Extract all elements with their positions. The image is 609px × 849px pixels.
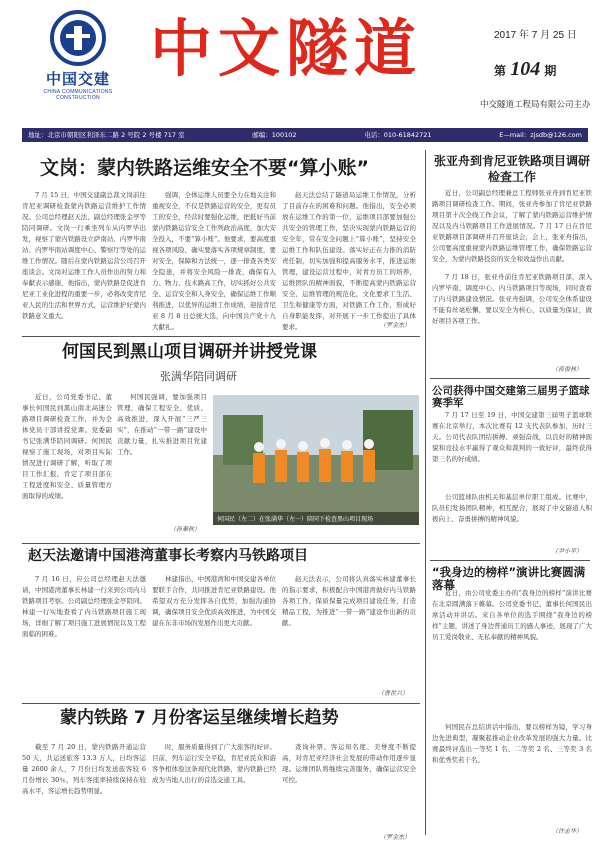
article-column: 何国民强调，要加强项目管理，确保工程安全、优质、高效推进，深入开展“三严三实”，在推动“一带一路”建设中贡献力量，扎实推进项目党建工作。: [117, 393, 207, 456]
newspaper-title: 中文隧道: [150, 12, 423, 85]
article-column: 7 月 16 日，应公司总经理赵天法邀请，中国港湾董事长林建一行来到公司内马铁路项目考察。公司副总经理张金亭陪同。林建一行实地查看了内马铁路项目施工现场，详细了解了项目施工进展情况以及工程面临的困难。: [22, 575, 146, 638]
article-author: （曹世兴）: [378, 690, 409, 697]
publisher: 中交隧道工程局有限公司主办: [480, 100, 591, 110]
headline-zhao-tianfa: 赵天法邀请中国港湾董事长考察内马铁路项目: [28, 548, 308, 564]
photo-caption: 何国民（左二）在张满华（左一）陪同下检查黑山项目现场: [213, 512, 419, 525]
article-column: 7 月 17 日至 19 日，中国交建第三届男子篮球联赛在北京举行，本次比赛有 12 支代表队参加，历时三天。公司代表队团结拼搏、顽强奋战，以良好的精神面貌和竞技水平赢得了观众和裁判的一致好评，最终获得第三名的好成绩。: [432, 411, 592, 463]
article-column: 赵天法总结了隧道局运维工作情况，分析了目前存在的困难和问题。他指出，安全必须放在运维工作的第一位，运维项目部要加强公共安全的管理工作，坚决实现蒙内铁路运营的安全年，常在安全问题上“算小账”，坚持安全运维工作和队伍建设。落实好正在力推的消防责任制，切实加强和提高服务水平，推进运维管理，建设运营过程中，对青方员工的培养，运维团队的精神面貌，不断提高蒙内铁路运营安全、运维管理的规范化，文化要求工生活、卫生和健康等方面，对铁路工作工作，形成好自身职能发挥，对开展下一步工作提出了具体要求。: [282, 191, 416, 331]
info-bar: [22, 128, 588, 142]
article-author: （孙秦秋）: [170, 526, 201, 533]
article-column: 公司篮球队由机关和基层单位职工组成。比赛中，队员们发扬团队精神，相互配合，展现了中交隧道人积极向上、奋勇拼搏的精神风貌。: [432, 493, 592, 523]
article-column: 7 月 15 日，中国交建副总裁文岗前往肯尼亚调研检查蒙内铁路运营维护工作情况。公司总经理赵天法、副总经理张金亭等陪同调研。文岗一行乘坐列车从内罗毕出发，视察了蒙内铁路设立萨南站、内罗毕南站、内罗毕南站调度中心、警察厅等处的运维工作情况。随后在蒙内铁路运营公司召开座谈会。文岗对运维工作人员作出的努力和奉献表示感谢，他指出，蒙内铁路是促进肯尼亚工业化进程的重要一步，必将改变肯尼亚人民的生活和世界方式，运营维护好蒙内铁路意义重大。: [22, 191, 146, 320]
address: 地址：北京市朝阳区利泽东二路 2 号院 2 号楼 717 室: [28, 131, 185, 139]
company-logo: [28, 10, 128, 101]
divider: [22, 336, 420, 337]
issue-date: 2017 年 7 月 25 日: [494, 30, 577, 41]
article-author: （罗金杰）: [380, 322, 411, 329]
article-column: 何国民在总结讲话中指出，要以榜样为镜，学习身边先进典型，凝聚起推动企业改革发展的强大力量。比赛最终评选出一等奖 1 名、二等奖 2 名、三等奖 3 名和优秀奖若干名。: [432, 723, 592, 764]
article-column: 时，服务质量得到了广大旅客的好评。目前，列车运行安全平稳，肯尼亚民众和游客争相体验这条现代化铁路，蒙内铁路已经成为当地人出行的首选交通工具。: [152, 743, 276, 784]
article-author: （蒋俊林）: [552, 366, 583, 373]
site-visit-photo-icon: [213, 395, 419, 525]
article-column: 林建指出，中国港湾和中国交建各单位要联手合作，共同推进肯尼亚铁路建设。他希望双方充分发挥各自优势，加强沟通协调，确保项目安全优质高效推进，为中国交建在东非市场的发展作出更大贡献。: [152, 575, 276, 627]
news-photo: [213, 395, 419, 525]
article-author: （罗金杰）: [380, 834, 411, 841]
article-column: 近日，公司副总经理兼总工程师张亚舟到肯尼亚铁路项目调研检查工作。期间，张亚舟参加了肯尼亚铁路项目第十次全线工作会议，了解了蒙内铁路运营维护情况以及内马铁路项目工作进展情况。7 月 17 日在肯尼亚铁路项目部调研并召开座谈会，会上，张亚舟指出，公司要高度重视蒙内铁路运维管理工作，确保铁路运营安全，为蒙内铁路投资的安全和效益作出贡献。: [432, 189, 592, 263]
headline-mombasa-railway: 蒙内铁路 7 月份客运呈继续增长趋势: [60, 708, 339, 728]
postcode: 邮编：100102: [252, 131, 297, 139]
article-author: （尹小平）: [552, 548, 583, 555]
headline-wen-gang: 文岗：蒙内铁路运维安全不要“算小账”: [40, 157, 369, 179]
divider: [430, 560, 590, 561]
masthead: [0, 0, 609, 128]
logo-english: CHINA COMMUNICATIONS CONSTRUCTION: [43, 89, 113, 101]
headline-he-guomin: 何国民到黑山项目调研并讲授党课: [62, 342, 317, 362]
divider: [430, 378, 590, 379]
article-column: 近日，公司党委书记、董事长何国民到黑山南北高速公路项目调研检查工作，并为全体党员干部讲授党课。党委副书记张满华陪同调研。何国民视察了施工现场，对项目实际情况进行调研了解，听取了项目工作汇报，肯定了项目部在工程进度和安全、质量管理方面取得的成绩。: [22, 393, 112, 500]
column-divider: [425, 150, 426, 835]
issue-number: 第 104 期: [494, 58, 557, 80]
headline-zhang-yazhou: 张亚舟到肯尼亚铁路项目调研检查工作: [433, 154, 590, 185]
article-column: 强调，全体运维人员要全力在地关注和重视安全，不仅是铁路运营的安全，更有员工的安全，经营时要强化运维，把抵好当前蒙内铁路运营安全工作列政治高度，加大安全投入，不要“算小账”。他要求，要高度重视各项风险，确实要落实各项规章制度，要对安全，保障和方法统一，逐一排查各类安全隐患，并将安全风险一排查，确保有人力、物力、技术路高工作，切实抓好公共安全、运营安全和人身安全，确保运维工作顺利推进，以优异的运维工作成绩，迎接肯尼亚 8 月 8 日总统大选，向中国共产党十九大献礼。: [152, 191, 276, 331]
article-column: 查询补票、客运知名度、美誉度不断提高，对肯尼亚经济社会发展的带动作用逐步显现。运维团队将继续完善服务，确保运营安全可控。: [282, 743, 416, 784]
divider: [22, 543, 420, 544]
article-column: 赵天法表示，公司将认真落实林建董事长的指示要求，积极配合中国港湾做好内马铁路各项工作，保质保量完成项目建设任务，打造精品工程，为推进“一带一路”建设作出新的贡献。: [282, 575, 416, 627]
divider: [22, 703, 420, 704]
email: E—mail：zjsdb@126.com: [499, 131, 582, 139]
article-column: 近日，由公司党委主办的“我身边的榜样”演讲比赛在北京圆满落下帷幕。公司党委书记、董事长何国民出席活动并讲话。来自各单位的选手围绕“我身边的榜样”主题，讲述了身边普通员工的感人事迹，展现了广大员工爱岗敬业、无私奉献的精神风貌。: [432, 589, 592, 641]
headline-speech-contest: “我身边的榜样”演讲比赛圆满落幕: [432, 565, 586, 592]
cccc-emblem-icon: [50, 10, 106, 66]
logo-text: 中国交建: [45, 70, 110, 88]
article-author: （许志华）: [552, 828, 583, 835]
article-column: 截至 7 月 20 日，蒙内铁路开通运营 50 天，共运送旅客 13.3 万人，日均客运量 2600 余人，7 月份日均发送旅客较 6 月份增长 30％，列车客座率持续保持在较高水平，客运增长趋势明显。: [22, 743, 146, 795]
headline-basketball: 公司获得中国交建第三届男子篮球赛季军: [432, 385, 590, 409]
subheadline: 张满华陪同调研: [160, 370, 237, 383]
phone: 电话：010-61842721: [364, 131, 432, 139]
article-column: 7 月 18 日，张亚舟前往肯尼亚铁路项目部，深入内罗毕南、调度中心、内马铁路项目等现场，同时查看了内马铁路建设情况。张亚舟强调，公司安全体系建设不能有丝毫松懈，要以安全为核心，以质量为保证，做好项目各项工作。: [432, 273, 592, 325]
